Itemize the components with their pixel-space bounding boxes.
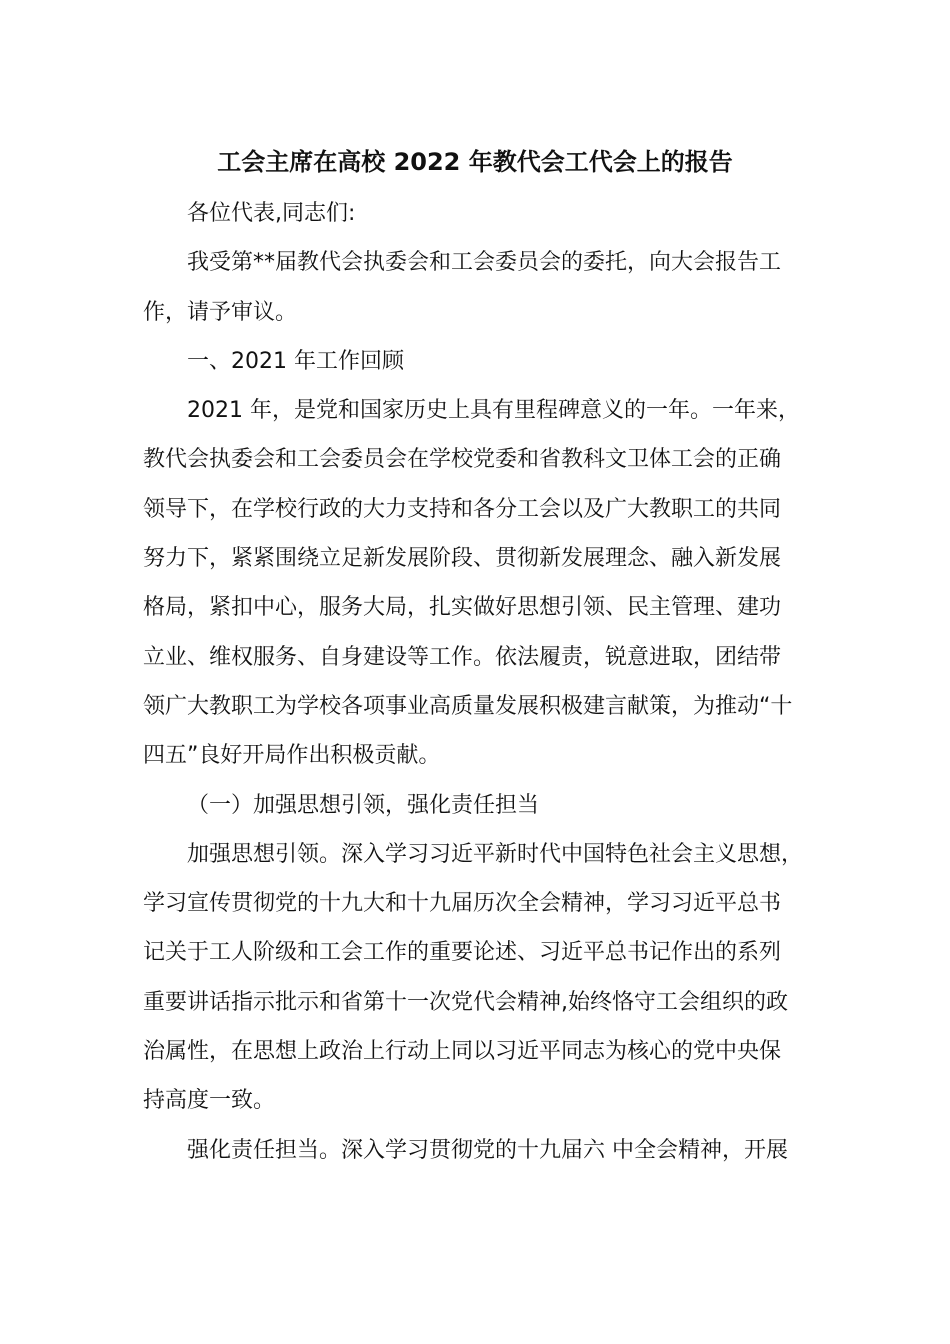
- paragraph-line: （一）加强思想引领，强化责任担当: [187, 792, 540, 818]
- paragraph-line: 学习宣传贯彻党的十九大和十九届历次全会精神，学习习近平总书: [143, 891, 782, 917]
- document-title: 工会主席在高校 2022 年教代会工代会上的报告: [217, 148, 733, 176]
- paragraph-line: 加强思想引领。深入学习习近平新时代中国特色社会主义思想，: [187, 841, 804, 867]
- paragraph-line: 治属性，在思想上政治上行动上同以习近平同志为核心的党中央保: [143, 1039, 782, 1065]
- paragraph-line: 格局，紧扣中心，服务大局，扎实做好思想引领、民主管理、建功: [143, 595, 782, 621]
- paragraph-line: 我受第**届教代会执委会和工会委员会的委托，向大会报告工: [187, 250, 782, 276]
- paragraph-line: 重要讲话指示批示和省第十一次党代会精神,始终恪守工会组织的政: [143, 989, 788, 1015]
- paragraph-line: 领导下，在学校行政的大力支持和各分工会以及广大教职工的共同: [143, 496, 782, 522]
- paragraph-line: 作，请予审议。: [143, 299, 298, 325]
- paragraph-line: 一、2021 年工作回顾: [187, 348, 404, 374]
- paragraph-line: 记关于工人阶级和工会工作的重要论述、习近平总书记作出的系列: [143, 940, 782, 966]
- paragraph-line: 努力下，紧紧围绕立足新发展阶段、贯彻新发展理念、融入新发展: [143, 546, 782, 572]
- paragraph-line: 立业、维权服务、自身建设等工作。依法履责，锐意进取，团结带: [143, 644, 782, 670]
- paragraph-line: 强化责任担当。深入学习贯彻党的十九届六 中全会精神，开展: [187, 1137, 788, 1163]
- document-body: [143, 189, 811, 1175]
- paragraph-line: 领广大教职工为学校各项事业高质量发展积极建言献策，为推动“十: [143, 693, 793, 719]
- paragraph-line: 各位代表,同志们:: [187, 201, 356, 226]
- paragraph-line: 教代会执委会和工会委员会在学校党委和省教科文卫体工会的正确: [143, 447, 782, 473]
- paragraph-line: 四五”良好开局作出积极贡献。: [143, 743, 441, 769]
- paragraph-line: 持高度一致。: [143, 1088, 276, 1114]
- paragraph-line: 2021 年，是党和国家历史上具有里程碑意义的一年。一年来，: [187, 398, 800, 424]
